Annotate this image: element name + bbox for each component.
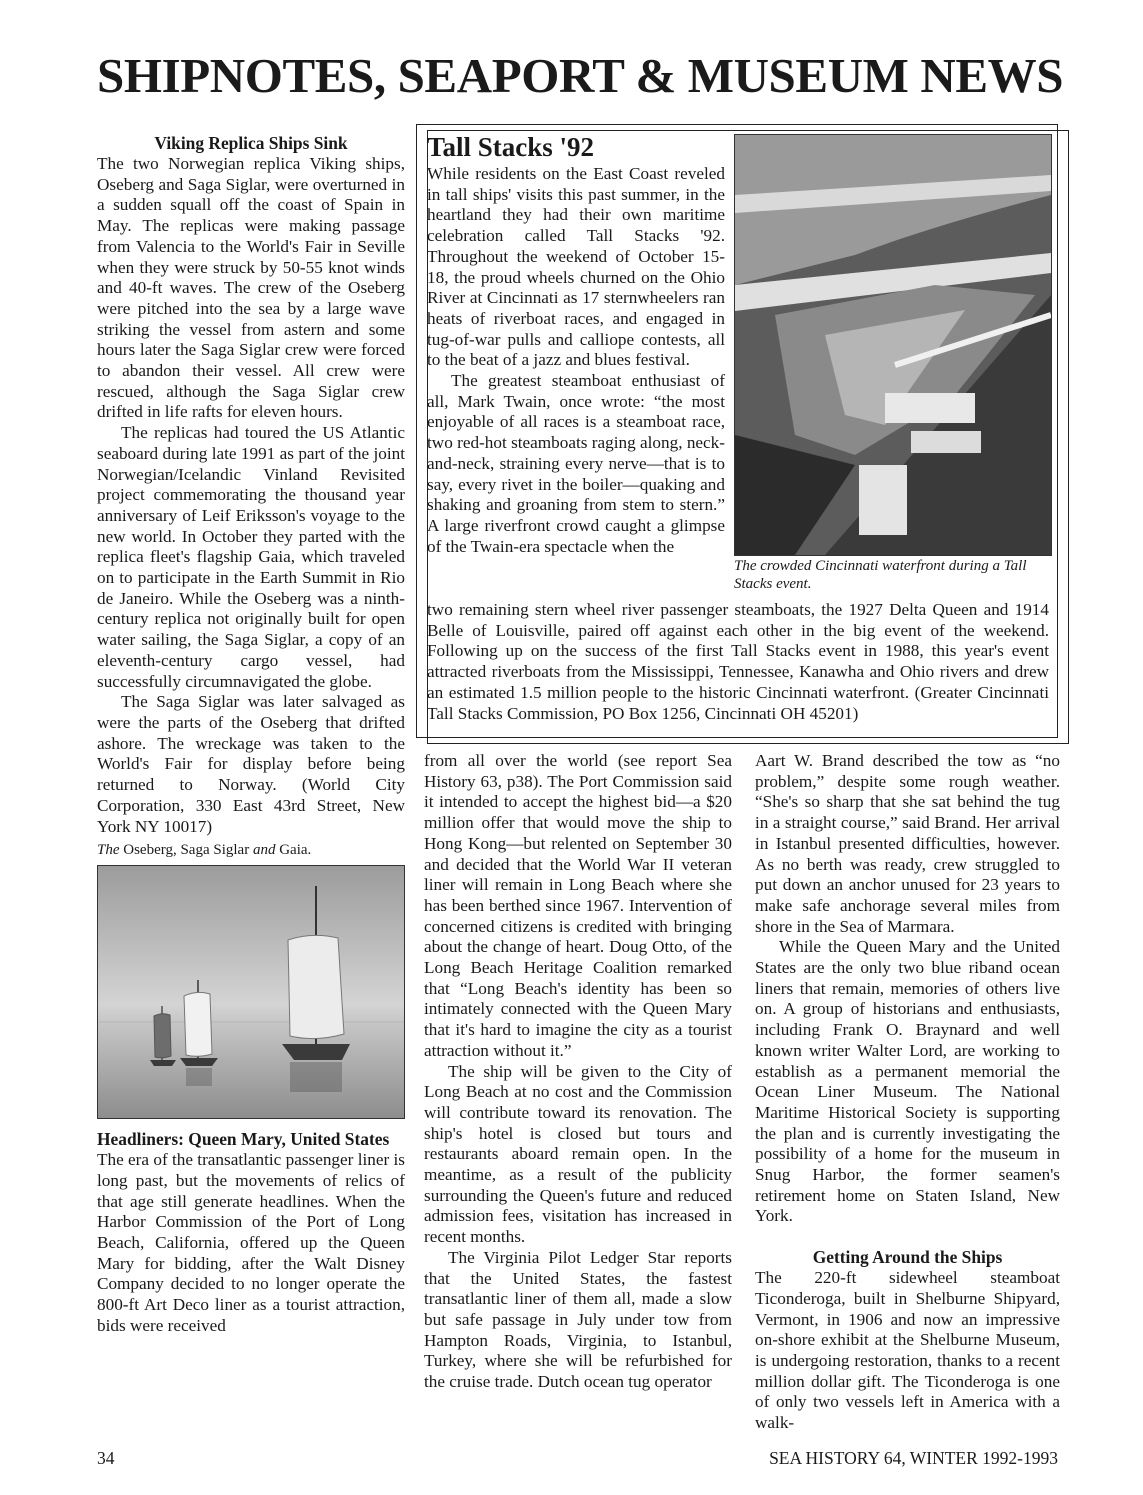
- viking-ships-illustration: [98, 866, 404, 1118]
- middle-column: [424, 751, 732, 1393]
- page-headline: SHIPNOTES, SEAPORT & MUSEUM NEWS: [97, 48, 1064, 103]
- headliners-paragraph-1: The era of the transatlantic passenger liner is long past, but the movements of relics of that age still generate headlines. When the Harbor Commission of the Port of Long Beach, California, offered up the Queen Mary for bidding, after the Walt Disney Company decided to no longer operate the 800-ft Art Deco liner as a tourist attraction, bids were received: [97, 1150, 405, 1335]
- page-number: 34: [97, 1448, 115, 1468]
- right-column: [755, 751, 1060, 1434]
- running-footer: SEA HISTORY 64, WINTER 1992-1993: [769, 1448, 1058, 1468]
- tall-stacks-heading: Tall Stacks '92: [427, 132, 595, 162]
- tall-stacks-photo-caption: The crowded Cincinnati waterfront during a Tall Stacks event.: [734, 558, 1027, 592]
- viking-ships-photo: [97, 865, 405, 1119]
- viking-heading: Viking Replica Ships Sink: [154, 133, 348, 153]
- viking-photo-caption: The Oseberg, Saga Siglar and Gaia.: [97, 842, 312, 859]
- headliners-paragraph-4: The Virginia Pilot Ledger Star reports that the United States, the fastest transatlantic liner of them all, made a slow but safe passage in July under tow from Hampton Roads, Virginia, to Istanbul, Turkey, where she will be refurbished for the cruise trade. Dutch ocean tug operator: [424, 1247, 732, 1392]
- viking-paragraph-3: The Saga Siglar was later salvaged as were the parts of the Oseberg that drifted ashore. The wreckage was taken to the World's Fair for display before being returned to Norway. (World City Corporation, 330 East 43rd Street, New York NY 10017): [97, 692, 405, 836]
- headliners-paragraph-2: from all over the world (see report Sea History 63, p38). The Port Commission said it intended to accept the highest bid—a $20 million offer that would move the ship to Hong Kong—but relented on September 30 and decided that the World War II veteran liner will remain in Long Beach where she has been berthed since 1967. Intervention of concerned citizens is credited with bringing about the change of heart. Doug Otto, of the Long Beach Heritage Coalition remarked that “Long Beach's identity has been so intimately connected with the Queen Mary that it's hard to imagine the city as a tourist attraction without it.”: [424, 751, 732, 1060]
- viking-paragraph-1: The two Norwegian replica Viking ships, Oseberg and Saga Siglar, were overturned in a sudden squall off the coast of Spain in May. The replicas were making passage from Valencia to the World's Fair in Seville when they were struck by 50-55 knot winds and 40-ft waves. The crew of the Oseberg were pitched into the sea by a large wave striking the vessel from astern and some hours later the Saga Siglar crew were forced to abandon their vessel. All crew were rescued, although the Saga Siglar crew drifted in life rafts for eleven hours.: [97, 154, 405, 422]
- headliners-paragraph-5: Aart W. Brand described the tow as “no problem,” despite some rough weather. “She's so sharp that she sat behind the tug in a straight course,” said Brand. Her arrival in Istanbul presented difficulties, however. As no berth was ready, crew struggled to put down an anchor unused for 23 years to make safe anchorage several miles from shore in the Sea of Marmara.: [755, 751, 1060, 936]
- headliners-heading: Headliners: Queen Mary, United States: [97, 1129, 390, 1150]
- tall-stacks-continuation: [427, 600, 1049, 724]
- tall-stacks-intro: [427, 130, 725, 557]
- viking-paragraph-2: The replicas had toured the US Atlantic seaboard during late 1991 as part of the joint Norwegian/Icelandic Vinland Revisited project commemorating the thousand year anniversary of Leif Eriksson's voyage to the new world. In October they parted with the replica fleet's flagship Gaia, which traveled on to participate in the Earth Summit in Rio de Janeiro. While the Oseberg was a ninth-century replica not originally built for open water sailing, the Saga Siglar, a copy of an eleventh-century cargo vessel, had successfully circumnavigated the globe.: [97, 423, 405, 691]
- tall-stacks-paragraph-2: The greatest steamboat enthusiast of all, Mark Twain, once wrote: “the most enjoyable of all races is a steamboat race, two red-hot steamboats raging along, neck-and-neck, straining every nerve—that is to say, every rivet in the boiler—quaking and shaking and groaning from stem to stern.” A large riverfront crowd caught a glimpse of the Twain-era spectacle when the: [427, 371, 725, 556]
- waterfront-illustration: [735, 135, 1051, 555]
- getting-around-heading: Getting Around the Ships: [812, 1247, 1003, 1268]
- tall-stacks-text: [427, 164, 725, 557]
- getting-around-paragraph-1: The 220-ft sidewheel steamboat Ticonderoga, built in Shelburne Shipyard, Vermont, in 1906 and now an impressive on-shore exhibit at the Shelburne Museum, is undergoing restoration, thanks to a recent million dollar gift. The Ticonderoga is one of only two vessels left in America with a walk-: [755, 1268, 1060, 1433]
- headliners-paragraph-6: While the Queen Mary and the United States are the only two blue riband ocean liners that remain, memories of others live on. A group of historians and enthusiasts, including Frank O. Braynard and well known writer Walter Lord, are working to establish as a permanent memorial the Ocean Liner Museum. The National Maritime Historical Society is supporting the plan and is currently investigating the possibility of a home for the museum in Snug Harbor, the former seamen's retirement home on Staten Island, New York.: [755, 937, 1060, 1226]
- tall-stacks-paragraph-1: While residents on the East Coast reveled in tall ships' visits this past summer, in the heartland they had their own maritime celebration called Tall Stacks '92. Throughout the weekend of October 15-18, the proud wheels churned on the Ohio River at Cincinnati as 17 sternwheelers ran heats of riverboat races, and engaged in tug-of-war pulls and calliope contests, all to the beat of a jazz and blues festival.: [427, 164, 725, 370]
- headliners-paragraph-3: The ship will be given to the City of Long Beach at no cost and the Commission will contribute toward its renovation. The ship's hotel is closed but tours and restaurants aboard remain open. In the meantime, as a result of the publicity surrounding the Queen's future and reduced admission fees, visitation has increased in recent months.: [424, 1061, 732, 1247]
- tall-stacks-paragraph-3: two remaining stern wheel river passenger steamboats, the 1927 Delta Queen and 1914 Belle of Louisville, paired off against each other in the big event of the weekend. Following up on the success of the first Tall Stacks event in 1988, this year's event attracted riverboats from the Mississippi, Tennessee, Kanawha and Ohio rivers and drew an estimated 1.5 million people to the historic Cincinnati waterfront. (Greater Cincinnati Tall Stacks Commission, PO Box 1256, Cincinnati OH 45201): [427, 600, 1049, 723]
- left-column: [97, 133, 405, 1337]
- cincinnati-waterfront-photo: [734, 134, 1052, 556]
